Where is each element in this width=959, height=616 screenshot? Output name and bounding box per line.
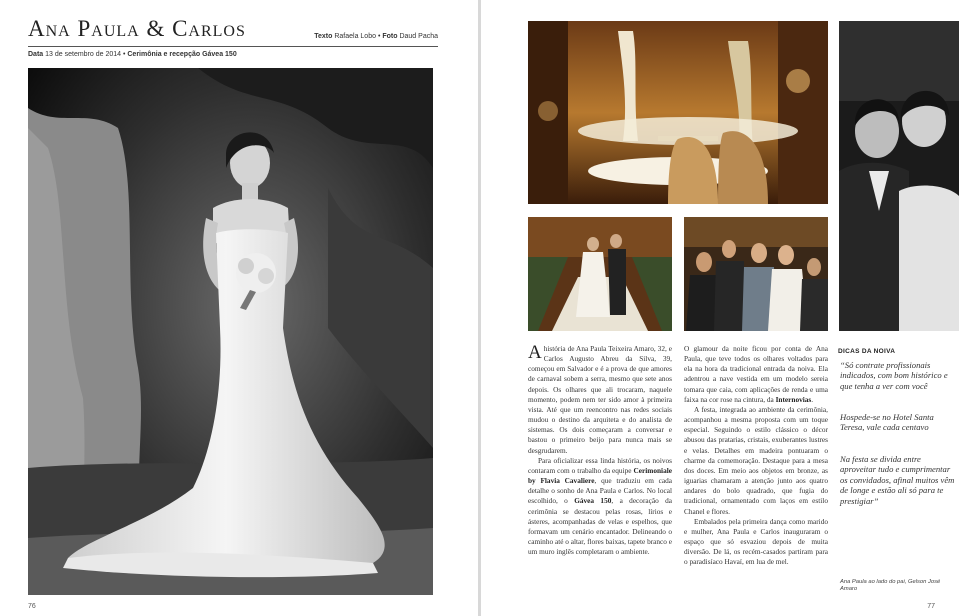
vendor-name: Internovias (775, 394, 812, 404)
event-value: Cerimônia e recepção Gávea 150 (127, 51, 237, 58)
credits (314, 33, 438, 40)
couple-celebration-photo (684, 217, 828, 331)
tip-3: Na festa se divida entre aproveitar tudo e cumprimentar os convidados, afinal muitos vêm de longe e estão ali só para te prestigiar” (840, 454, 955, 506)
paragraph-text: . (811, 394, 814, 404)
tip-1: “Só contrate profissionais indicados, com bom histórico e que tenha a ver com você (840, 360, 948, 391)
paragraph-text: A festa, integrada ao ambiente da cerimônia, acompanhou a mesma proposta com um toque especial. Seguindo o estilo clássico o décor abusou das pratarias, cristais, exuberantes lustres e velas. Detalhes em madeira pontuaram o charme da comemoração. Destaque para a mesa dos doces. Em meio aos objetos em bronze, as iguarias chamaram a atenção junto aos quatro andares do bolo quadrado, que fugia do tradicional, ornamentado com laços em estilo Chanel e flores. (684, 404, 828, 516)
drop-cap: A (528, 342, 542, 363)
paragraph-text: , que traduziu em cada detalhe o sonho de Ana Paula e Carlos. No local escolhido, o (528, 476, 672, 506)
paragraph-text: O glamour da noite ficou por conta de Ana Paula, que teve todos os olhares voltados para ela na hora da tradicional entrada da noiva. Ela adentrou a nave vestida em um modelo sereia tomara que caia, com aplicações de renda e uma faixa na cor rose na cintura, da (684, 344, 828, 404)
date-label: Data (28, 51, 44, 58)
bride-entrance-photo (528, 217, 672, 331)
dateline (28, 51, 237, 58)
left-page (0, 0, 478, 616)
photo-caption: Ana Paula ao lado do pai, Gelson José Amaro (840, 579, 941, 592)
dateline-separator: • (121, 51, 128, 58)
text-credit-author: Rafaela Lobo (334, 33, 376, 40)
article-column-1 (528, 344, 672, 557)
paragraph-text: Embalados pela primeira dança como marido e mulher, Ana Paula e Carlos inauguraram o espaço que só esvaziou depois de muita diversão. De lá, os recém-casados partiram para o paradisíaco Havaí, em lua de mel. (684, 516, 828, 567)
ceremony-venue-photo (528, 21, 828, 204)
photo-credit-label: Foto (382, 33, 398, 40)
page-number-left: 76 (28, 603, 36, 610)
article-paragraph (684, 344, 828, 405)
paragraph-text: , a decoração da cerimônia se destacou pelas rosas, lírios e ásteres, acompanhadas de velas e espelhos, que formavam um cenário encantador. Delineando o caminho até o altar, flores baixas, tapete branco e um muro inglês completaram o ambiente. (528, 496, 672, 557)
venue-name: Gávea 150 (574, 496, 612, 506)
article-title: Ana Paula & Carlos (28, 16, 246, 41)
groom-portrait-photo (839, 21, 959, 331)
credit-separator: • (376, 33, 383, 40)
article-paragraph (684, 517, 828, 568)
paragraph-text: Para oficializar essa linda história, os noivos contaram com o trabalho da equipe (528, 455, 672, 475)
header-rule (28, 46, 438, 47)
paragraph-text: história de Ana Paula Teixeira Amaro, 32, e Carlos Augusto Abreu da Silva, 39, começou em Salvador e é a prova de que amores de carnaval sobem a serra, mesmo que sete anos depois. Os olhares que ali trocaram, naquele momento, podem nem ter sido amor à primeira vista. Até que um reencontro nas redes sociais mudou o destino da arquiteta e do analista de sistemas. Os dois começaram a conversar e bastou o primeiro beijo para nunca mais se desgrudarem. (528, 344, 672, 455)
article-paragraph (528, 344, 672, 456)
article-paragraph (684, 405, 828, 517)
vendor-name: Cerimoniale by Flavia Cavaliere (528, 465, 672, 486)
bride-photo (28, 68, 433, 595)
photo-credit-author: Daud Pacha (399, 33, 438, 40)
text-credit-label: Texto (314, 33, 333, 40)
date-value: 13 de setembro de 2014 (45, 51, 122, 58)
tip-2: Hospede-se no Hotel Santa Teresa, vale cada centavo (840, 412, 934, 433)
article-paragraph (528, 456, 672, 558)
page-number-right: 77 (927, 603, 935, 610)
tips-heading: DICAS DA NOIVA (838, 348, 896, 355)
article-column-2 (684, 344, 828, 567)
